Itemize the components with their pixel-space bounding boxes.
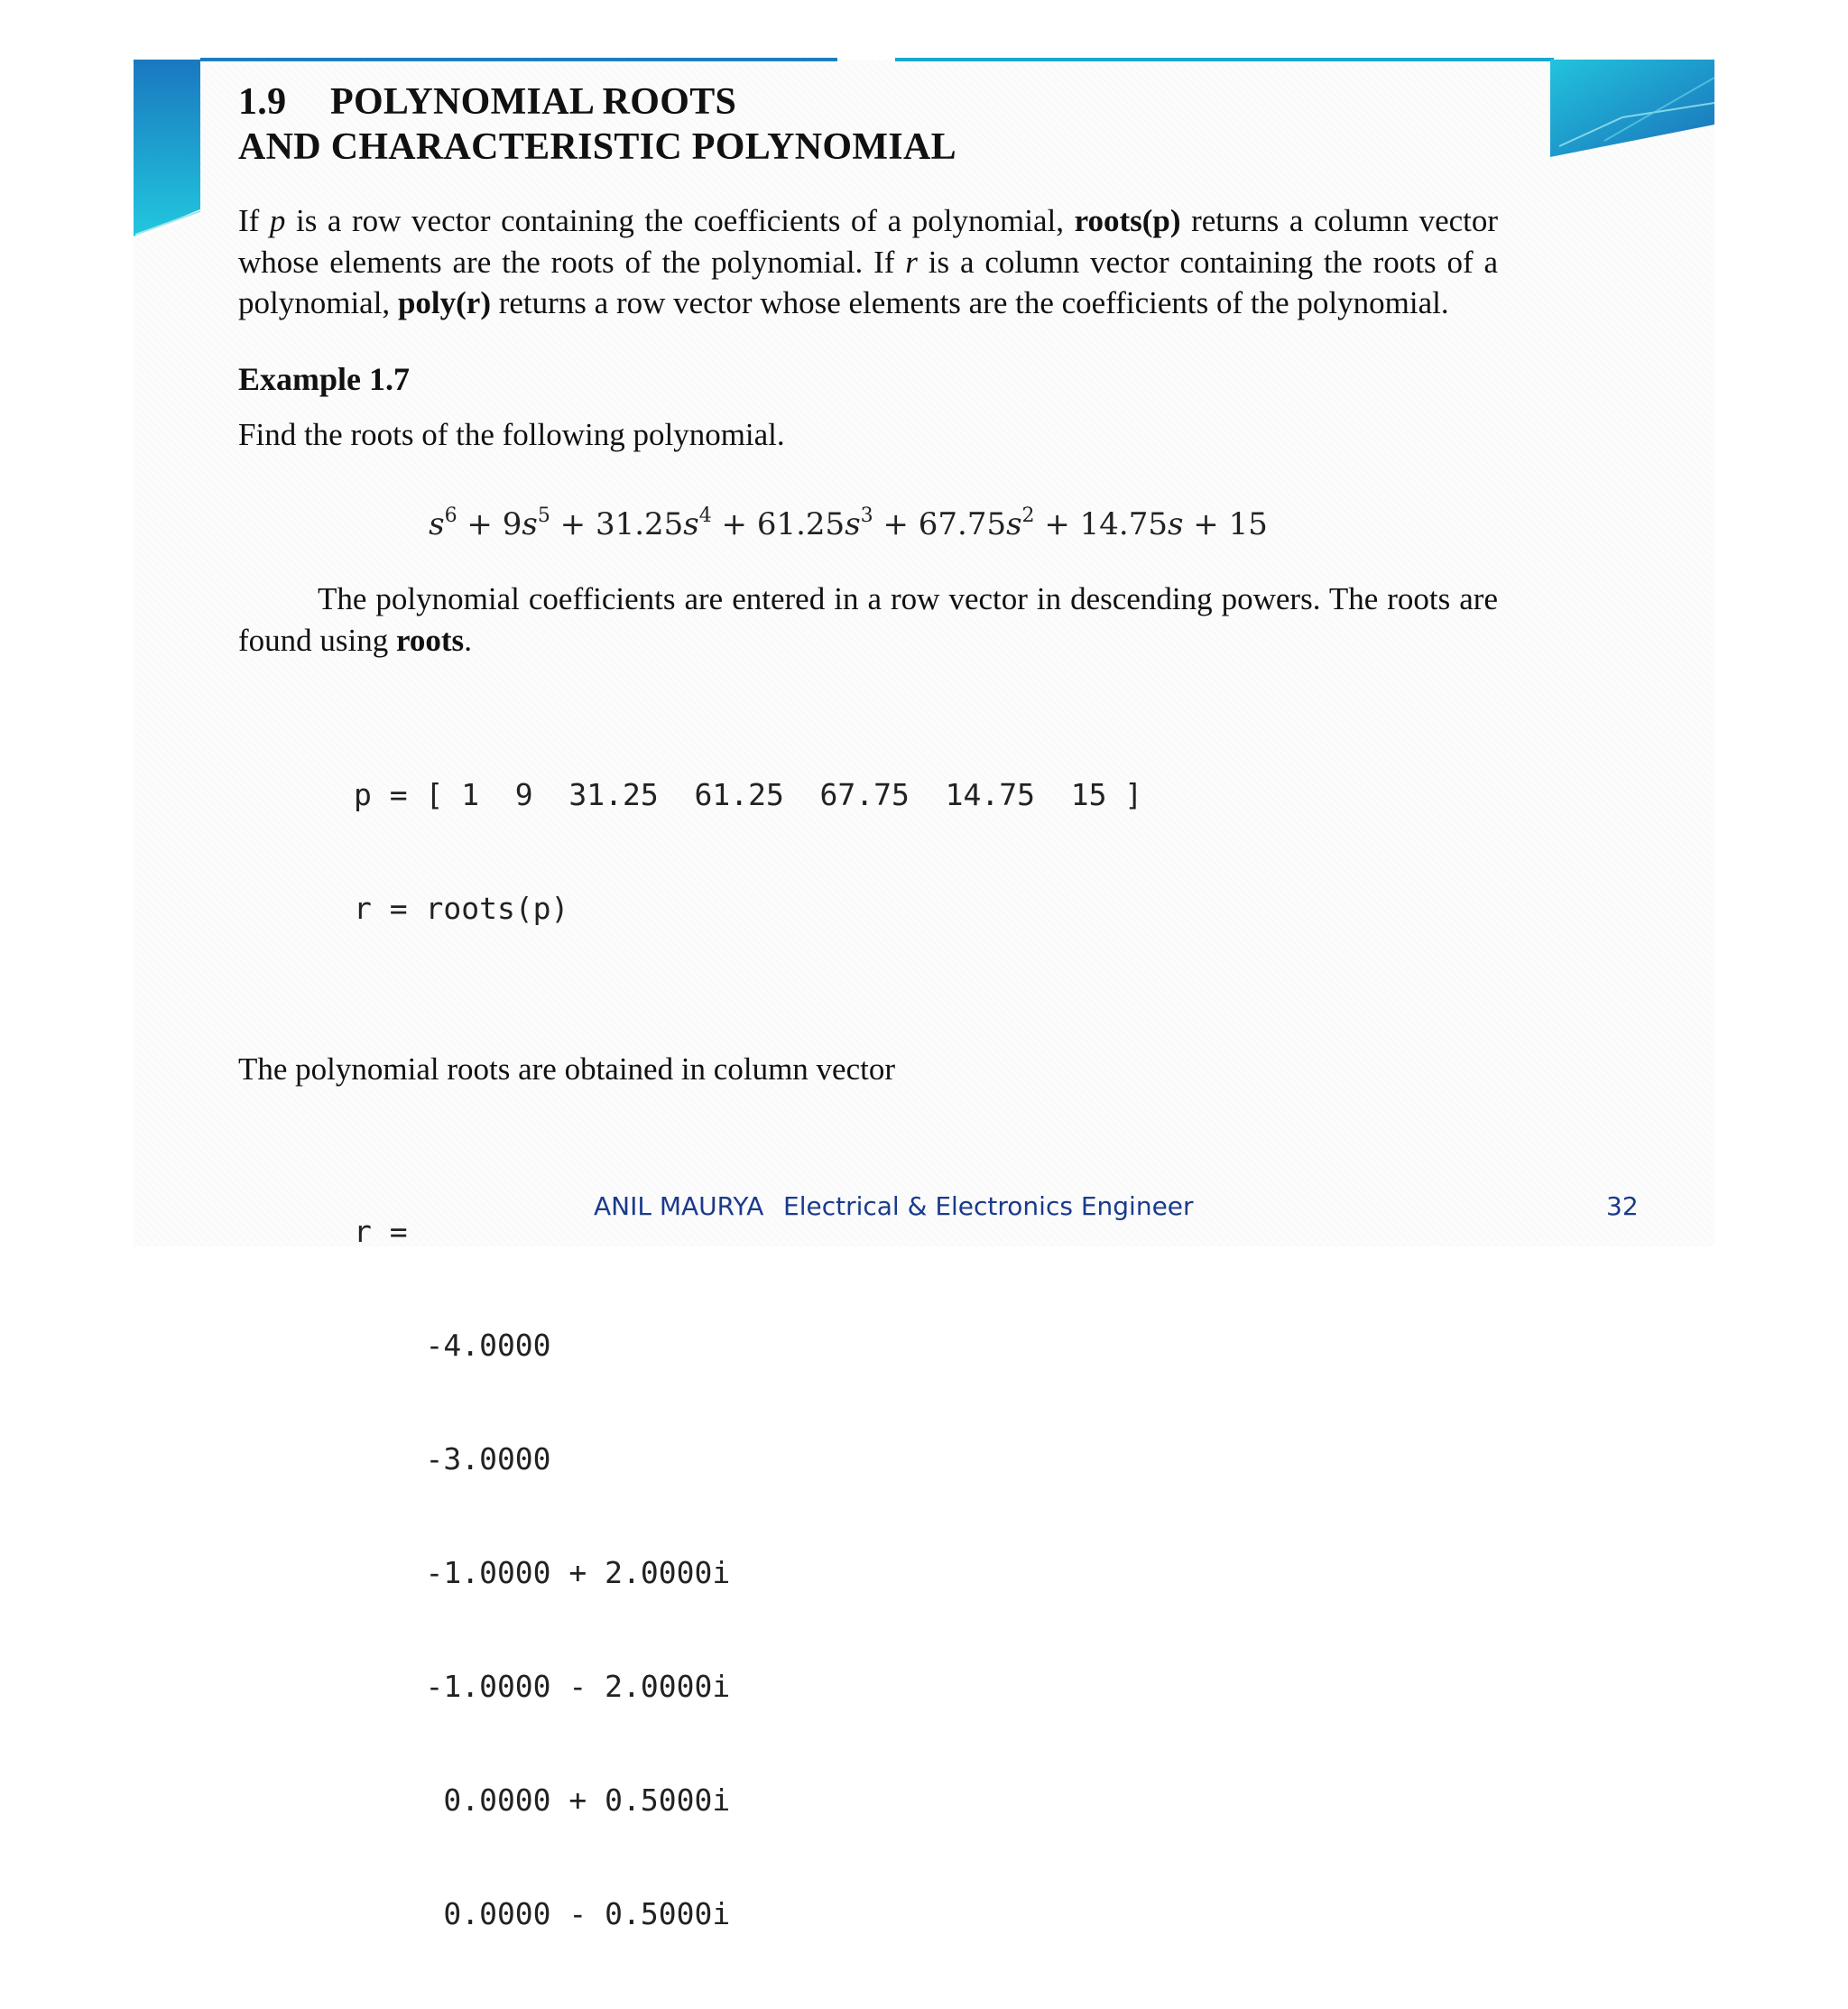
equation-operator: +	[457, 506, 503, 542]
slide-footer	[0, 1191, 1848, 1227]
code-line: r = roots(p)	[354, 891, 569, 926]
result-intro: The polynomial roots are obtained in column vector	[238, 1051, 895, 1087]
output-row: -1.0000 + 2.0000i	[354, 1554, 731, 1590]
equation-term: 14.75s	[1079, 506, 1184, 542]
polynomial-equation	[238, 496, 1498, 544]
page-number: 32	[1606, 1191, 1639, 1221]
equation-operator: +	[1034, 506, 1080, 542]
equation-term: $31.25s^4$	[595, 505, 712, 542]
roots-function-name: roots(p)	[1074, 203, 1181, 238]
code-line: p = [ 1 9 31.25 61.25 67.75 14.75 15 ]	[354, 777, 1143, 812]
poly-function-name: poly(r)	[397, 285, 491, 320]
section-title-line2: AND CHARACTERISTIC POLYNOMIAL	[238, 126, 956, 168]
equation-term: $67.75s^2$	[918, 505, 1035, 542]
equation-constant: 15	[1228, 506, 1268, 542]
equation-operator: +	[711, 506, 757, 542]
slide-content	[238, 79, 1498, 2009]
equation-operator: +	[873, 506, 919, 542]
output-row: 0.0000 - 0.5000i	[354, 1895, 731, 1931]
equation-operator: +	[550, 506, 596, 542]
equation-operator: +	[1183, 506, 1229, 542]
output-header: r =	[354, 1213, 408, 1249]
intro-paragraph: If p is a row vector containing the coefficients of a polynomial, roots(p) returns a column vector whose elements are the roots of the polynomial. If r is a column vector containing the roots of a polynomial, poly(r) returns a row vector whose elements are the coefficients of the polynomial.	[238, 203, 1499, 320]
equation-term: $9s^5$	[502, 505, 550, 542]
footer-author: ANIL MAURYA	[594, 1191, 764, 1221]
code-output-block	[354, 1137, 1498, 2009]
top-rule-decoration	[200, 58, 1554, 63]
section-title-line1: POLYNOMIAL ROOTS	[330, 81, 737, 123]
output-row: -1.0000 - 2.0000i	[354, 1668, 731, 1704]
section-number: 1.9	[238, 81, 287, 123]
example-prompt: Find the roots of the following polynomial.	[238, 416, 785, 452]
roots-keyword: roots	[396, 622, 465, 658]
output-row: 0.0000 + 0.5000i	[354, 1782, 731, 1818]
section-heading	[238, 79, 1498, 170]
example-title: Example 1.7	[238, 360, 411, 397]
top-right-corner-decoration	[1550, 60, 1714, 159]
explanation-paragraph: The polynomial coefficients are entered in a row vector in descending powers. The roots are found using roots.	[238, 581, 1498, 658]
equation-term: $61.25s^3$	[756, 505, 873, 542]
top-left-corner-decoration	[134, 60, 206, 240]
code-input-block	[354, 700, 1498, 1004]
output-row: -4.0000	[354, 1327, 551, 1363]
output-row: -3.0000	[354, 1440, 551, 1477]
equation-term: $s^6$	[429, 505, 457, 542]
footer-role: Electrical & Electronics Engineer	[783, 1191, 1194, 1221]
